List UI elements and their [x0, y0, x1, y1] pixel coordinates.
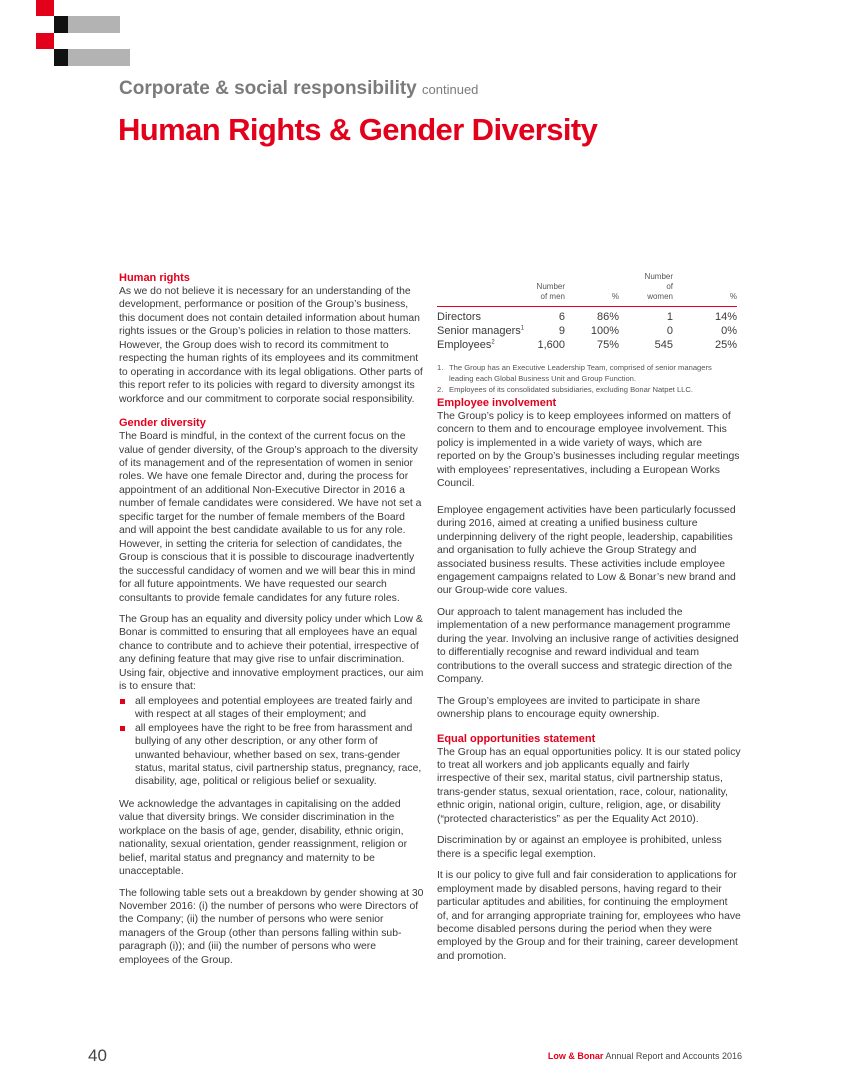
table-header-row — [437, 272, 737, 307]
women-percent: 0% — [721, 325, 737, 337]
gender-diversity-heading: Gender diversity — [119, 417, 206, 430]
header-women-percent: % — [673, 272, 737, 307]
men-count: 9 — [558, 325, 565, 337]
gender-paragraph-2: The Group has an equality and diversity policy under which Low & Bonar is committed to ensuring that all employees have an equal chance to contribute and to achieve their potential, irrespective of any defining feature that may give rise to unfair discrimination. Using fair, objective and innovative employment practices, our aim is to ensure that: — [119, 613, 424, 693]
women-count: 1 — [666, 311, 673, 323]
table-footnotes — [437, 362, 737, 395]
women-count: 0 — [666, 325, 673, 337]
list-item: all employees have the right to be free from harassment and bullying of any other description, or any other form of unwanted behaviour, whether based on sex, trans-gender status, marital status, civil partnership status, pregnancy, race, disability, age, political or religious belief or sexuality. — [119, 722, 425, 789]
section-name: Corporate & social responsibility — [119, 78, 417, 99]
footnote-ref: 2 — [491, 339, 495, 346]
table-row — [437, 307, 737, 325]
involvement-paragraph-2: Employee engagement activities have been particularly focussed during 2016, aimed at creating a unified business culture underpinning delivery of the right people, leadership, capabilities and organisation to fully achieve the Group Strategy and associated business results. These activities include employee engagement campaigns related to Low & Bonar’s new brand and our Group-wide core values. — [437, 504, 736, 597]
gender-breakdown-table — [437, 272, 737, 352]
equal-paragraph-2: Discrimination by or against an employee is prohibited, unless there is a specific legal exemption. — [437, 835, 722, 860]
involvement-paragraph-3: Our approach to talent management has included the implementation of a new performance management programme during the year. Involving an inclusive range of activities designed to differentially recognise and reward individual and team contributions to the overall success and strategic direction of the Company. — [437, 606, 739, 686]
footer-report: Annual Report and Accounts 2016 — [603, 1051, 742, 1061]
footnote: 1. The Group has an Executive Leadership Team, comprised of senior managers leading each Global Business Unit and Group Function. — [437, 363, 712, 383]
policy-bullet-list — [119, 695, 425, 789]
men-count: 1,600 — [537, 339, 565, 351]
gender-paragraph-4: The following table sets out a breakdown by gender showing at 30 November 2016: (i) the number of persons who were Directors of the Company; (ii) the number of persons who were senior managers of the Group (other than persons falling within sub-paragraph (i)); and (iii) the number of persons who were employees of the Group. — [119, 887, 424, 966]
row-label: Senior managers — [437, 325, 521, 337]
human-rights-paragraph: As we do not believe it is necessary for an understanding of the development, performance or position of the Group’s business, this document does not contain detailed information about human rights issues or the Group’s policies in relation to those matters. However, the Group does wish to record its commitment to respecting the human rights of its employees and its commitment to operating in accordance with its legal obligations. Other parts of this report refer to its policies with regard to diversity amongst its workforce and our commitment to corporate social responsibility. — [119, 286, 423, 405]
employee-involvement-heading: Employee involvement — [437, 397, 557, 409]
footnote-ref: 1 — [520, 325, 525, 332]
row-label: Employees — [437, 339, 492, 351]
men-percent: 86% — [596, 311, 619, 323]
right-column — [437, 397, 741, 971]
table-row — [437, 324, 737, 338]
gender-paragraph-3: We acknowledge the advantages in capitalising on the added value that diversity brings. We consider discrimination in the workplace on the basis of age, gender, disability, ethnic origin, nationality, sexual orientation, gender reassignment, religion or belief, marital status and pregnancy and maternity to be unacceptable. — [119, 798, 408, 878]
page-title: Human Rights & Gender Diversity — [118, 112, 598, 147]
continued-label: continued — [422, 82, 479, 97]
gender-paragraph-1: The Board is mindful, in the context of the current focus on the value of gender diversity, of the Group’s approach to the diversity of its management and of the representation of women in senior roles. We have one female Director and, during the process for appointment of an additional Non-Executive Director in 2016 a number of female candidates were considered. We have not set a specific target for the number of female members of the Board and will appoint the best candidate available to us for any role. However, in setting the criteria for selection of candidates, the Group is conscious that it is possible to discourage inadvertently the successful candidacy of women and we will bear this in mind for all future appointments. We have requested our search consultants to provide female candidates for any future roles. — [119, 431, 422, 604]
header-number-of-men: Number of men — [527, 272, 565, 307]
footer-brand: Low & Bonar — [547, 1051, 604, 1061]
footnote: 2. Employees of its consolidated subsidiaries, excluding Bonar Natpet LLC. — [437, 385, 693, 394]
women-percent: 25% — [714, 339, 737, 351]
involvement-paragraph-1: The Group’s policy is to keep employees informed on matters of concern to them and to encourage employee involvement. This policy is implemented in a wide variety of ways, which are reported on by the Group’s businesses including regular meetings with employees’ representatives, including a European Works Council. — [437, 411, 740, 490]
equal-paragraph-1: The Group has an equal opportunities policy. It is our stated policy to treat all workers and job applicants equally and fairly irrespective of their sex, marital status, civil partnership status, trans-gender status, sexual orientation, race, colour, nationality, ethnic origin, national origin, culture, religion, age, or disability (“protected characteristics” as per the Equality Act 2010). — [437, 746, 741, 825]
left-column — [119, 272, 425, 975]
gender-table-area — [437, 272, 737, 395]
header-number-of-women: Number of women — [619, 272, 673, 307]
list-item: all employees and potential employees are treated fairly and with respect at all stages of their employment; and — [119, 695, 425, 722]
men-percent: 75% — [596, 339, 619, 351]
equal-opportunities-heading: Equal opportunities statement — [437, 732, 596, 745]
row-label: Directors — [437, 311, 482, 323]
women-percent: 14% — [714, 311, 737, 323]
involvement-paragraph-4: The Group’s employees are invited to participate in share ownership plans to encourage equity ownership. — [437, 695, 701, 721]
section-kicker — [119, 78, 478, 100]
equal-paragraph-3: It is our policy to give full and fair consideration to applications for employment made by disabled persons, having regard to their particular aptitudes and abilities, for continuing the employment of, and for arranging appropriate training for, employees who have become disabled persons during the period when they were employed by the Group and for their training, career development and promotion. — [437, 870, 741, 962]
table-row — [437, 338, 737, 352]
header-men-percent: % — [565, 272, 619, 307]
men-percent: 100% — [590, 325, 619, 337]
page-number: 40 — [88, 1046, 107, 1065]
brand-logo-blocks — [0, 0, 130, 70]
human-rights-heading: Human rights — [119, 272, 190, 284]
footer-report-title — [548, 1051, 742, 1061]
men-count: 6 — [558, 311, 565, 323]
women-count: 545 — [654, 339, 673, 351]
